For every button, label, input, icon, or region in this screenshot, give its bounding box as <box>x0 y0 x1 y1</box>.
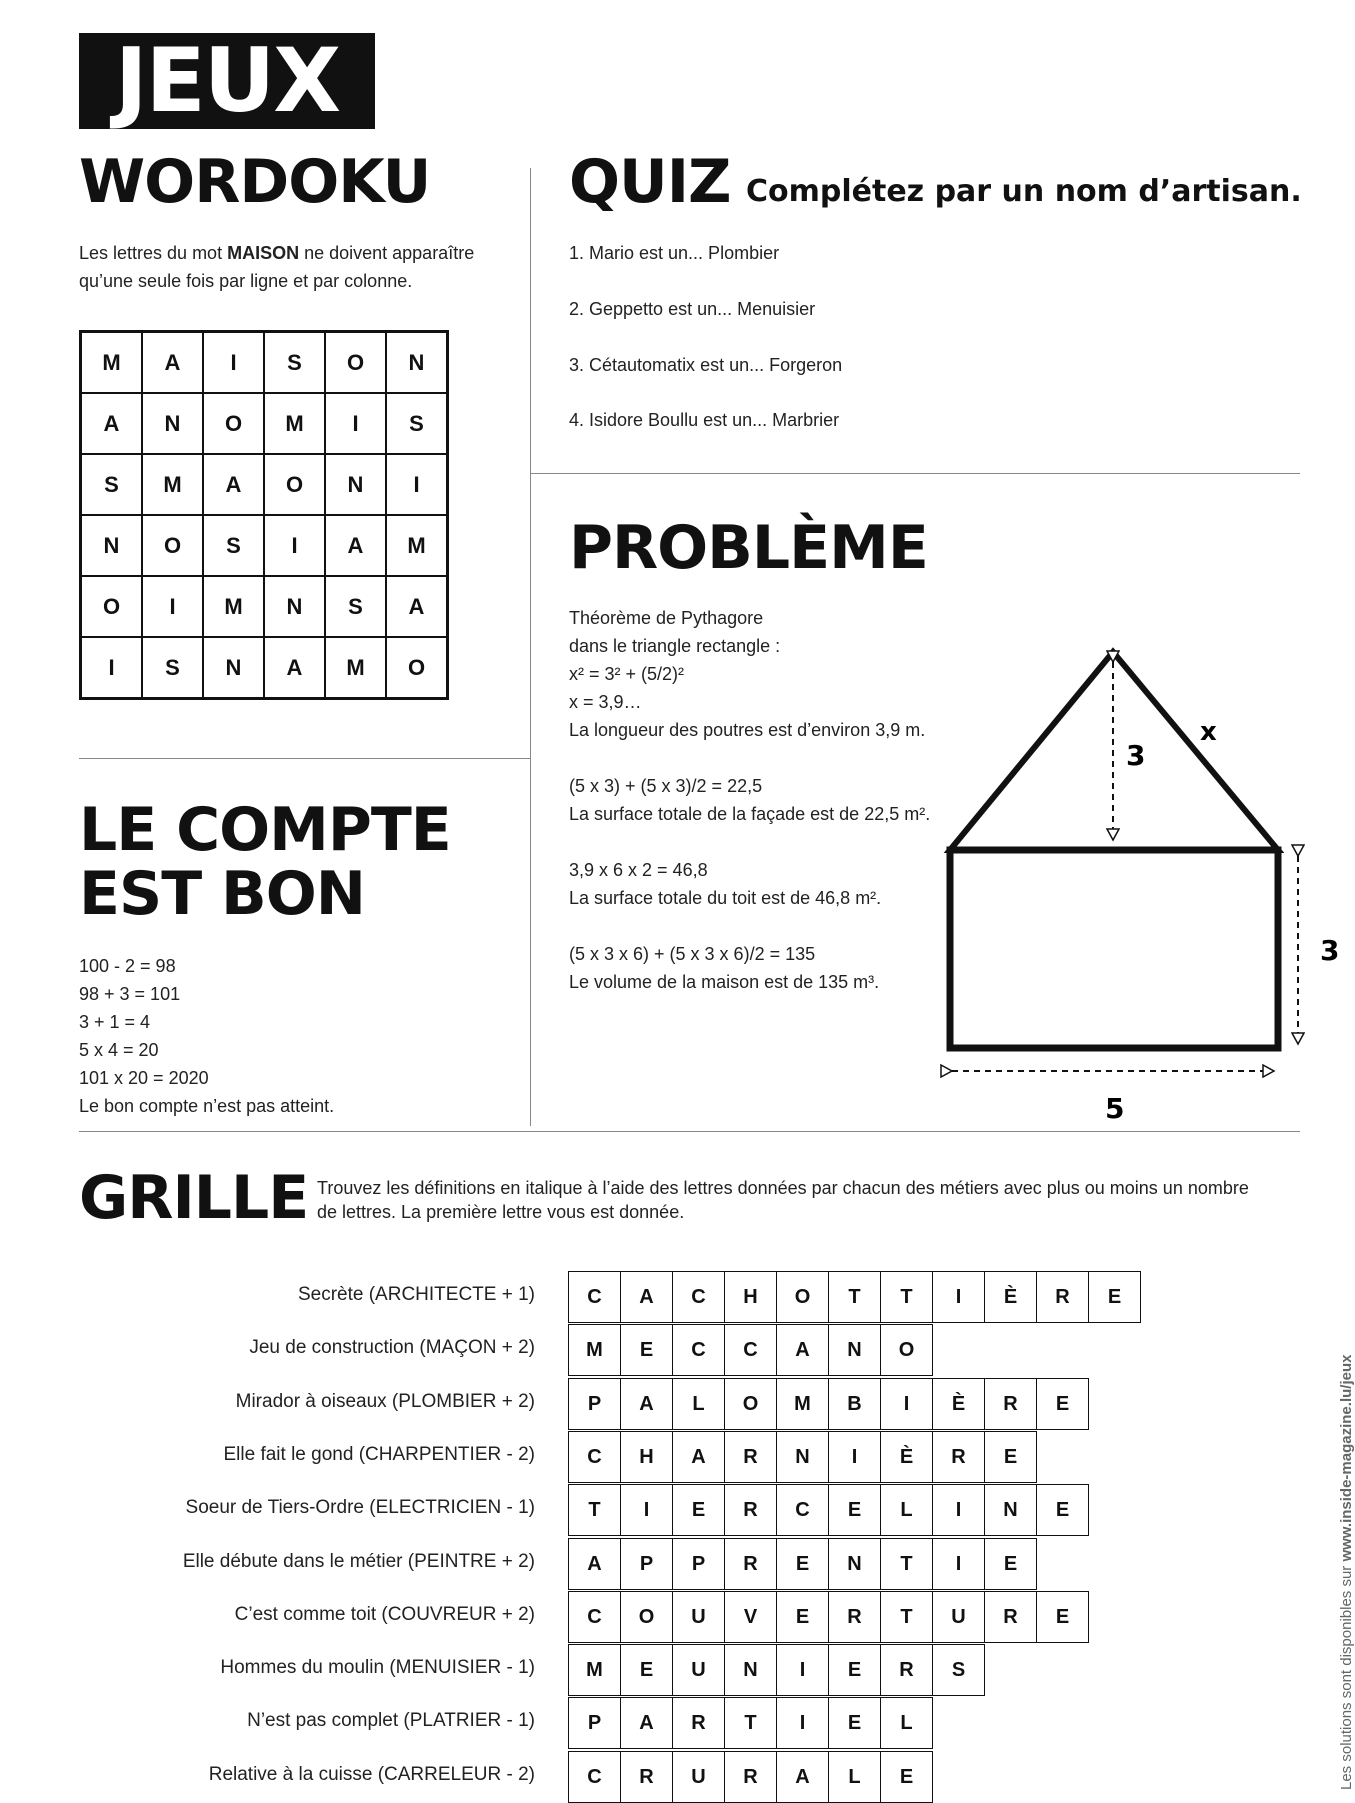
label-x: x <box>1200 717 1217 747</box>
grille-letter-cell: L <box>880 1697 933 1749</box>
grille-answer-row <box>569 1431 1037 1483</box>
grille-letter-cell: A <box>620 1697 673 1749</box>
grille-answer-row <box>569 1484 1089 1536</box>
grille-letter-cell: T <box>880 1591 933 1643</box>
label-wall-height: 3 <box>1320 934 1340 967</box>
compte-lines <box>79 952 334 1120</box>
grille-intro <box>317 1176 1249 1224</box>
grille-letter-cell: C <box>724 1324 777 1376</box>
grille-letter-cell: S <box>932 1644 985 1696</box>
probleme-line: La surface totale du toit est de 46,8 m². <box>569 888 882 908</box>
grille-letter-cell: C <box>568 1431 621 1483</box>
compte-title-line2: EST BON <box>79 859 365 929</box>
grille-clue: Jeu de construction (MAÇON + 2) <box>249 1337 535 1358</box>
grille-letter-cell: M <box>568 1324 621 1376</box>
grille-letter-cell: I <box>880 1378 933 1430</box>
wordoku-cell: S <box>386 393 447 454</box>
probleme-line <box>569 912 930 940</box>
grille-letter-cell: E <box>1036 1591 1089 1643</box>
grille-letter-cell: A <box>776 1324 829 1376</box>
wordoku-grid <box>79 330 449 700</box>
wordoku-cell: I <box>142 576 203 637</box>
grille-letter-cell: T <box>828 1271 881 1323</box>
grille-letter-cell: È <box>984 1271 1037 1323</box>
grille-answer-row <box>569 1271 1141 1323</box>
grille-letter-cell: R <box>724 1484 777 1536</box>
grille-intro-line1: Trouvez les définitions en italique à l’aide des lettres données par chacun des métiers avec plus ou moins un nombre <box>317 1178 1249 1198</box>
grille-clue: Elle fait le gond (CHARPENTIER - 2) <box>223 1444 535 1465</box>
grille-letter-cell: N <box>984 1484 1037 1536</box>
compte-line: 98 + 3 = 101 <box>79 984 181 1004</box>
wordoku-cell: I <box>81 637 142 698</box>
grille-letter-cell: N <box>724 1644 777 1696</box>
quiz-divider <box>530 473 1300 474</box>
wordoku-cell: A <box>386 576 447 637</box>
probleme-line: La surface totale de la façade est de 22,5 m². <box>569 804 931 824</box>
wordoku-cell: M <box>386 515 447 576</box>
quiz-title: QUIZ <box>569 147 731 217</box>
probleme-line: (5 x 3) + (5 x 3)/2 = 22,5 <box>569 776 763 796</box>
grille-clue: N’est pas complet (PLATRIER - 1) <box>247 1710 535 1731</box>
grille-letter-cell: È <box>932 1378 985 1430</box>
grille-letter-cell: E <box>828 1484 881 1536</box>
compte-line: 101 x 20 = 2020 <box>79 1068 209 1088</box>
grille-letter-cell: C <box>776 1484 829 1536</box>
wordoku-cell: M <box>325 637 386 698</box>
wordoku-cell: N <box>142 393 203 454</box>
grille-letter-cell: U <box>672 1644 725 1696</box>
grille-letter-cell: P <box>568 1697 621 1749</box>
grille-clue: Elle débute dans le métier (PEINTRE + 2) <box>182 1551 535 1572</box>
grille-letter-cell: U <box>932 1591 985 1643</box>
grille-letter-cell: O <box>776 1271 829 1323</box>
wordoku-cell: A <box>264 637 325 698</box>
grille-letter-cell: I <box>932 1538 985 1590</box>
grille-letter-cell: T <box>568 1484 621 1536</box>
compte-line: 5 x 4 = 20 <box>79 1040 159 1060</box>
grille-clue: Soeur de Tiers-Ordre (ELECTRICIEN - 1) <box>185 1497 535 1518</box>
wordoku-cell: N <box>203 637 264 698</box>
grille-letter-cell: U <box>672 1591 725 1643</box>
grille-title: GRILLE <box>79 1163 309 1233</box>
grille-letter-cell: R <box>724 1751 777 1803</box>
grille-letter-cell: R <box>620 1751 673 1803</box>
solutions-credit-text: Les solutions sont disponibles sur <box>1338 1561 1355 1790</box>
probleme-title: PROBLÈME <box>569 513 928 583</box>
grille-letter-cell: H <box>724 1271 777 1323</box>
probleme-line: La longueur des poutres est d’environ 3,9 m. <box>569 720 926 740</box>
grille-letter-cell: E <box>620 1324 673 1376</box>
grille-answer-row <box>569 1697 933 1749</box>
label-width: 5 <box>1105 1092 1125 1125</box>
grille-letter-cell: T <box>880 1538 933 1590</box>
grille-letter-cell: P <box>568 1378 621 1430</box>
grille-answer-row <box>569 1751 933 1803</box>
wordoku-cell: A <box>203 454 264 515</box>
grille-letter-cell: R <box>984 1378 1037 1430</box>
grille-letter-cell: A <box>620 1378 673 1430</box>
wordoku-title: WORDOKU <box>79 147 431 217</box>
probleme-line: x = 3,9… <box>569 692 642 712</box>
grille-letter-cell: C <box>672 1324 725 1376</box>
grille-letter-cell: N <box>828 1324 881 1376</box>
wordoku-cell: A <box>81 393 142 454</box>
wall-outline <box>950 850 1278 1048</box>
grille-answer-row <box>569 1324 933 1376</box>
wordoku-cell: A <box>142 332 203 393</box>
wordoku-cell: O <box>142 515 203 576</box>
grille-letter-cell: I <box>932 1484 985 1536</box>
wordoku-cell: S <box>264 332 325 393</box>
grille-letter-cell: O <box>620 1591 673 1643</box>
grille-letter-cell: V <box>724 1591 777 1643</box>
wordoku-intro-keyword: MAISON <box>227 243 300 263</box>
probleme-line: (5 x 3 x 6) + (5 x 3 x 6)/2 = 135 <box>569 944 816 964</box>
grille-clue: Relative à la cuisse (CARRELEUR - 2) <box>208 1764 535 1785</box>
wordoku-intro <box>79 239 474 295</box>
grille-letter-cell: L <box>828 1751 881 1803</box>
wordoku-cell: M <box>81 332 142 393</box>
wordoku-intro-line2: qu’une seule fois par ligne et par colonne. <box>79 271 413 291</box>
grille-letter-cell: B <box>828 1378 881 1430</box>
grille-letter-cell: N <box>776 1431 829 1483</box>
wordoku-cell: N <box>264 576 325 637</box>
grille-letter-cell: E <box>828 1644 881 1696</box>
wordoku-cell: N <box>386 332 447 393</box>
wordoku-cell: M <box>142 454 203 515</box>
grille-letter-cell: O <box>880 1324 933 1376</box>
grille-letter-cell: R <box>672 1697 725 1749</box>
grille-answer-row <box>569 1378 1089 1430</box>
grille-letter-cell: R <box>724 1431 777 1483</box>
grille-letter-cell: A <box>776 1751 829 1803</box>
grille-clue: Secrète (ARCHITECTE + 1) <box>297 1284 535 1305</box>
compte-title-line1: LE COMPTE <box>79 795 451 865</box>
grille-answer-row <box>569 1591 1089 1643</box>
grille-letter-cell: A <box>672 1431 725 1483</box>
wordoku-cell: S <box>325 576 386 637</box>
wordoku-cell: I <box>203 332 264 393</box>
grille-letter-cell: P <box>672 1538 725 1590</box>
wordoku-cell: O <box>81 576 142 637</box>
quiz-subtitle: Complétez par un nom d’artisan. <box>746 174 1302 209</box>
grille-letter-cell: E <box>620 1644 673 1696</box>
grille-letter-cell: O <box>724 1378 777 1430</box>
grille-letter-cell: M <box>776 1378 829 1430</box>
grille-letter-cell: E <box>984 1538 1037 1590</box>
wordoku-divider <box>79 758 530 759</box>
wordoku-cell: N <box>81 515 142 576</box>
grille-letter-cell: R <box>1036 1271 1089 1323</box>
wordoku-cell: O <box>386 637 447 698</box>
grille-letter-cell: E <box>1036 1484 1089 1536</box>
probleme-line: x² = 3² + (5/2)² <box>569 664 685 684</box>
wordoku-cell: N <box>325 454 386 515</box>
grille-clue: Hommes du moulin (MENUISIER - 1) <box>220 1657 535 1678</box>
grille-letter-cell: E <box>984 1431 1037 1483</box>
quiz-item: 1. Mario est un... Plombier <box>569 243 780 263</box>
grille-letter-cell: A <box>568 1538 621 1590</box>
wordoku-cell: S <box>142 637 203 698</box>
grille-letter-cell: R <box>932 1431 985 1483</box>
grille-letter-cell: R <box>828 1591 881 1643</box>
grille-clue: C’est comme toit (COUVREUR + 2) <box>234 1604 535 1625</box>
quiz-item: 3. Cétautomatix est un... Forgeron <box>569 355 843 375</box>
probleme-line <box>569 828 930 856</box>
compte-line: Le bon compte n’est pas atteint. <box>79 1096 335 1116</box>
solutions-link: www.inside-magazine.lu/jeux <box>1338 1354 1355 1562</box>
grille-letter-cell: M <box>568 1644 621 1696</box>
grille-letter-cell: L <box>672 1378 725 1430</box>
grille-letter-cell: T <box>880 1271 933 1323</box>
grille-letter-cell: I <box>932 1271 985 1323</box>
wordoku-cell: I <box>325 393 386 454</box>
probleme-line <box>569 744 930 772</box>
wordoku-cell: M <box>264 393 325 454</box>
grille-letter-cell: E <box>828 1697 881 1749</box>
solutions-credit <box>1338 1355 1355 1790</box>
wordoku-intro-start: Les lettres du mot <box>79 243 228 263</box>
grille-letter-cell: L <box>880 1484 933 1536</box>
grille-letter-cell: P <box>620 1538 673 1590</box>
probleme-line: 3,9 x 6 x 2 = 46,8 <box>569 860 708 880</box>
wordoku-cell: M <box>203 576 264 637</box>
grille-letter-cell: I <box>776 1697 829 1749</box>
brand-title: JEUX <box>114 29 340 132</box>
grille-letter-cell: E <box>672 1484 725 1536</box>
grille-letter-cell: C <box>568 1751 621 1803</box>
grille-letter-cell: E <box>776 1538 829 1590</box>
wordoku-intro-end: ne doivent apparaître <box>299 243 475 263</box>
grille-intro-line2: de lettres. La première lettre vous est donnée. <box>317 1202 685 1222</box>
probleme-solution <box>569 604 930 996</box>
quiz-item: 4. Isidore Boullu est un... Marbrier <box>569 410 840 430</box>
grille-letter-cell: I <box>620 1484 673 1536</box>
grille-letter-cell: R <box>984 1591 1037 1643</box>
grille-letter-cell: R <box>724 1538 777 1590</box>
grille-answer-row <box>569 1538 1037 1590</box>
grille-letter-cell: T <box>724 1697 777 1749</box>
probleme-line: Le volume de la maison est de 135 m³. <box>569 972 880 992</box>
grille-letter-cell: U <box>672 1751 725 1803</box>
grille-letter-cell: C <box>568 1591 621 1643</box>
grille-letter-cell: È <box>880 1431 933 1483</box>
grille-letter-cell: E <box>880 1751 933 1803</box>
wordoku-cell: I <box>386 454 447 515</box>
wordoku-cell: O <box>203 393 264 454</box>
compte-line: 100 - 2 = 98 <box>79 956 176 976</box>
house-diagram <box>930 640 1350 1130</box>
grille-letter-cell: H <box>620 1431 673 1483</box>
probleme-line: Théorème de Pythagore <box>569 608 764 628</box>
wordoku-cell: O <box>264 454 325 515</box>
grille-clue: Mirador à oiseaux (PLOMBIER + 2) <box>235 1391 535 1412</box>
grille-letter-cell: E <box>776 1591 829 1643</box>
wordoku-cell: A <box>325 515 386 576</box>
grille-letter-cell: I <box>828 1431 881 1483</box>
grille-letter-cell: E <box>1088 1271 1141 1323</box>
wordoku-cell: O <box>325 332 386 393</box>
grille-letter-cell: N <box>828 1538 881 1590</box>
label-roof-height: 3 <box>1126 739 1146 772</box>
grille-letter-cell: I <box>776 1644 829 1696</box>
compte-line: 3 + 1 = 4 <box>79 1012 151 1032</box>
quiz-item: 2. Geppetto est un... Menuisier <box>569 299 816 319</box>
wordoku-cell: S <box>81 454 142 515</box>
wordoku-cell: I <box>264 515 325 576</box>
grille-letter-cell: E <box>1036 1378 1089 1430</box>
column-divider <box>530 168 531 1126</box>
grille-letter-cell: R <box>880 1644 933 1696</box>
brand-block <box>79 29 375 132</box>
probleme-line: dans le triangle rectangle : <box>569 636 781 656</box>
grille-letter-cell: C <box>672 1271 725 1323</box>
grille-letter-cell: A <box>620 1271 673 1323</box>
wordoku-cell: S <box>203 515 264 576</box>
grille-letter-cell: C <box>568 1271 621 1323</box>
grille-divider <box>79 1131 1300 1132</box>
grille-answer-row <box>569 1644 985 1696</box>
